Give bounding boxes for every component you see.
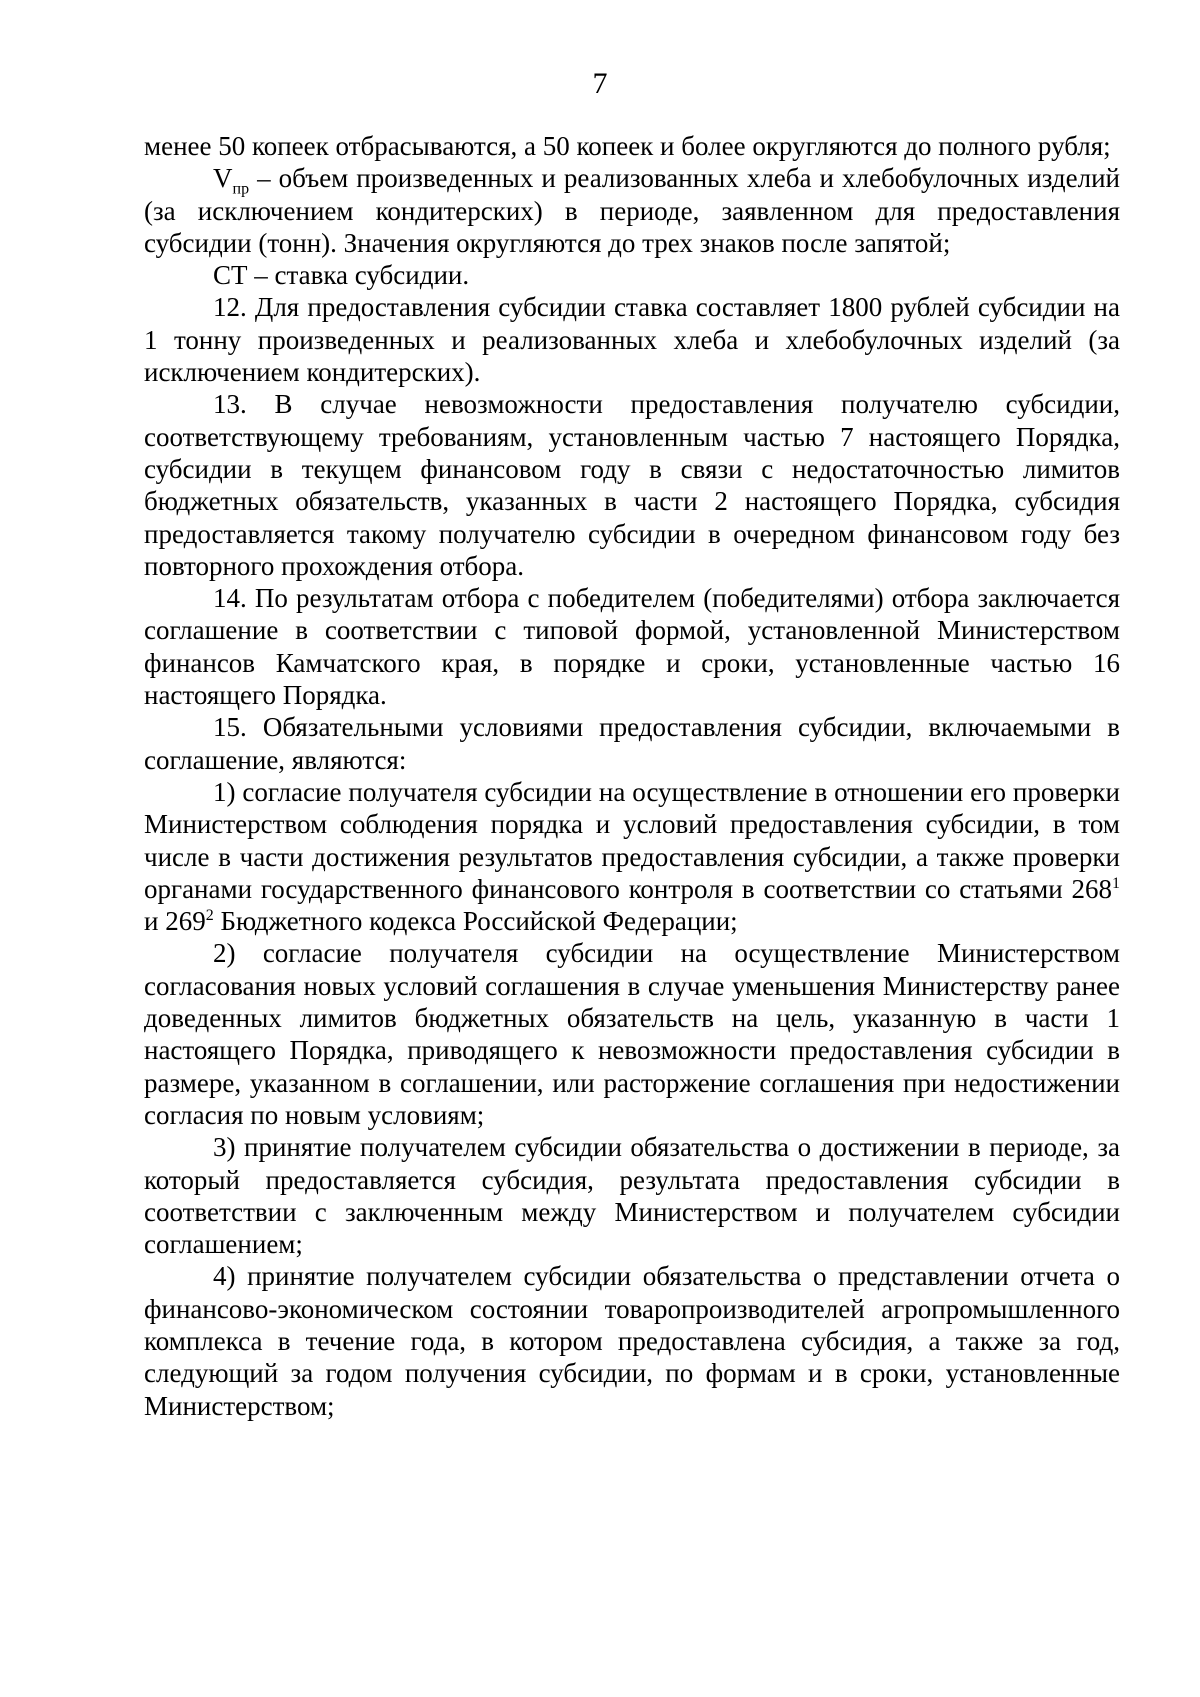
paragraph-15: 15. Обязательными условиями предоставления субсидии, включаемыми в соглашение, являются: (144, 712, 1120, 775)
document-body (144, 130, 1120, 1422)
paragraph-13: 13. В случае невозможности предоставления получателю субсидии, соответствующему требованиям, установленным частью 7 настоящего Порядка, субсидии в текущем финансовом году в связи с недостаточностью лимитов бюджетных обязательств, указанных в части 2 настоящего Порядка, субсидия предоставляется такому получателю субсидии в очередном финансовом году без повторного прохождения отбора. (144, 389, 1120, 581)
condition-1-text: 1) согласие получателя субсидии на осуществление в отношении его проверки Министерством соблюдения порядка и условий предоставления субсидии, в том числе в части достижения результатов предоставления субсидии, а также проверки органами государственного финансового контроля в соответствии со статьями (144, 776, 1120, 904)
paragraph-condition-3: 3) принятие получателем субсидии обязательства о достижении в периоде, за который предоставляется субсидия, результата предоставления субсидии в соответствии с заключенным между Министерством и получателем субсидии соглашением; (144, 1132, 1120, 1260)
paragraph-rounding: менее 50 копеек отбрасываются, а 50 копеек и более округляются до полного рубля; (144, 131, 1111, 161)
paragraph-condition-4: 4) принятие получателем субсидии обязательства о представлении отчета о финансово-экономическом состоянии товаропроизводителей агропромышленного комплекса в течение года, в котором предоставлена субсидия, а также за год, следующий за годом получения субсидии, по формам и в сроки, установленные Министерством; (144, 1261, 1120, 1421)
article-2-superscript: 2 (205, 907, 214, 925)
condition-1-ending: Бюджетного кодекса Российской Федерации; (213, 906, 738, 937)
volume-definition-text: – объем произведенных и реализованных хлеба и хлебобулочных изделий (за исключением кондитерских) в периоде, заявленном для предоставления субсидии (тонн). Значения округляются до трех знаков после запятой; (144, 163, 1120, 258)
volume-subscript: пр (232, 180, 250, 198)
article-reference-2: $269^2$ (165, 906, 214, 937)
article-reference-1: $268^1$ (1071, 873, 1120, 904)
conjunction: и (144, 906, 166, 937)
page-number: 7 (592, 67, 608, 100)
paragraph-volume-definition (144, 162, 1120, 259)
article-1-superscript: 1 (1112, 874, 1120, 892)
paragraph-14: 14. По результатам отбора с победителем (победителями) отбора заключается соглашение в соответствии с типовой формой, установленной Министерством финансов Камчатского края, в порядке и сроки, установленные частью 16 настоящего Порядка. (144, 583, 1120, 711)
volume-symbol: V (213, 163, 233, 194)
paragraph-condition-1 (144, 776, 1120, 937)
paragraph-rate-definition: СТ – ставка субсидии. (213, 260, 470, 291)
paragraph-12: 12. Для предоставления субсидии ставка составляет 1800 рублей субсидии на 1 тонну произведенных и реализованных хлеба и хлебобулочных изделий (за исключением кондитерских). (144, 292, 1120, 388)
paragraph-condition-2: 2) согласие получателя субсидии на осуществление Министерством согласования новых условий соглашения в случае уменьшения Министерству ранее доведенных лимитов бюджетных обязательств на цель, указанную в части 1 настоящего Порядка, приводящего к невозможности предоставления субсидии в размере, указанном в соглашении, или расторжение соглашения при недостижении согласия по новым условиям; (144, 938, 1120, 1130)
